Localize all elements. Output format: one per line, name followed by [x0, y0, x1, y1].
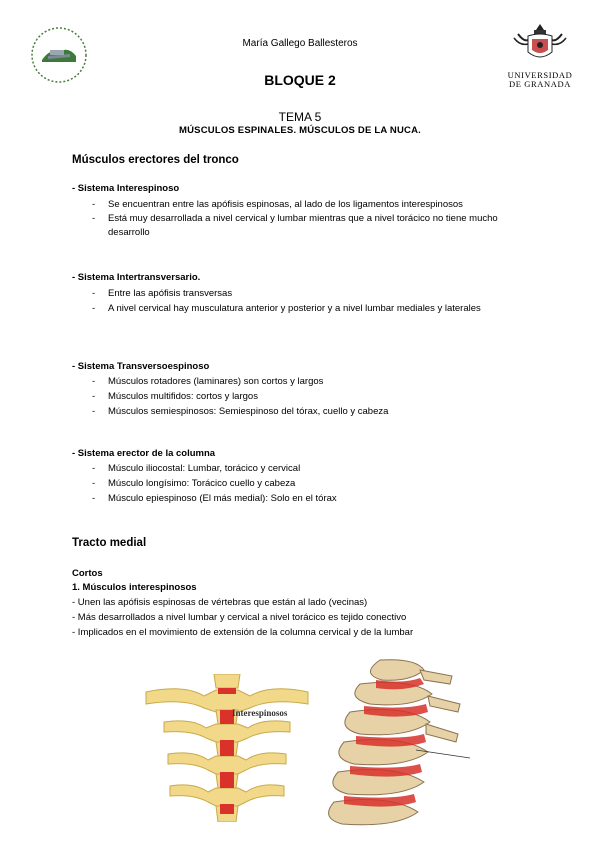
- spine-posterior-illustration: [144, 674, 310, 822]
- item-heading: 1. Músculos interespinosos: [72, 582, 197, 593]
- group-heading: - Sistema Interespinoso: [72, 183, 180, 194]
- text-line: - Unen las apófisis espinosas de vértebras que están al lado (vecinas): [72, 597, 368, 608]
- section-title: Tracto medial: [72, 537, 147, 549]
- list-item: - Músculos multifidos: cortos y largos: [92, 391, 258, 402]
- list-item: - Está muy desarrollada a nivel cervical y lumbar mientras que a nivel torácico no tiene mucho desarrollo: [92, 213, 498, 238]
- ugr-logo-line2: DE GRANADA: [509, 79, 571, 89]
- block-title: BLOQUE 2: [264, 72, 336, 88]
- subheading: Cortos: [72, 568, 103, 579]
- topic-subtitle: MÚSCULOS ESPINALES. MÚSCULOS DE LA NUCA.: [179, 125, 421, 136]
- list-item: - Músculos semiespinosos: Semiespinoso del tórax, cuello y cabeza: [92, 406, 389, 417]
- list-item: - Entre las apófisis transversas: [92, 288, 233, 299]
- figure-label: Interespinosos: [232, 708, 288, 718]
- cervical-spine-lateral-illustration: [320, 658, 474, 838]
- list-item: - Se encuentran entre las apófisis espinosas, al lado de los ligamentos interespinosos: [92, 199, 463, 210]
- list-item: - Músculo longísimo: Torácico cuello y cabeza: [92, 478, 296, 489]
- text-line: - Más desarrollados a nivel lumbar y cervical a nivel torácico es tejido conectivo: [72, 612, 407, 623]
- group-heading: - Sistema Intertransversario.: [72, 272, 201, 283]
- author-name: María Gallego Ballesteros: [242, 38, 358, 49]
- ugr-logo-line1: UNIVERSIDAD: [507, 70, 573, 80]
- text-line: - Implicados en el movimiento de extensión de la columna cervical y de la lumbar: [72, 627, 414, 638]
- group-heading: - Sistema erector de la columna: [72, 448, 216, 459]
- group-heading: - Sistema Transversoespinoso: [72, 361, 210, 372]
- list-item: - Músculo epiespinoso (El más medial): Solo en el tórax: [92, 493, 337, 504]
- list-item: - A nivel cervical hay musculatura anterior y posterior y a nivel lumbar mediales y laterales: [92, 303, 481, 314]
- list-item: - Músculos rotadores (laminares) son cortos y largos: [92, 376, 324, 387]
- list-item: - Músculo iliocostal: Lumbar, torácico y cervical: [92, 463, 301, 474]
- section-title: Músculos erectores del tronco: [72, 154, 239, 166]
- topic-number: TEMA 5: [278, 110, 322, 124]
